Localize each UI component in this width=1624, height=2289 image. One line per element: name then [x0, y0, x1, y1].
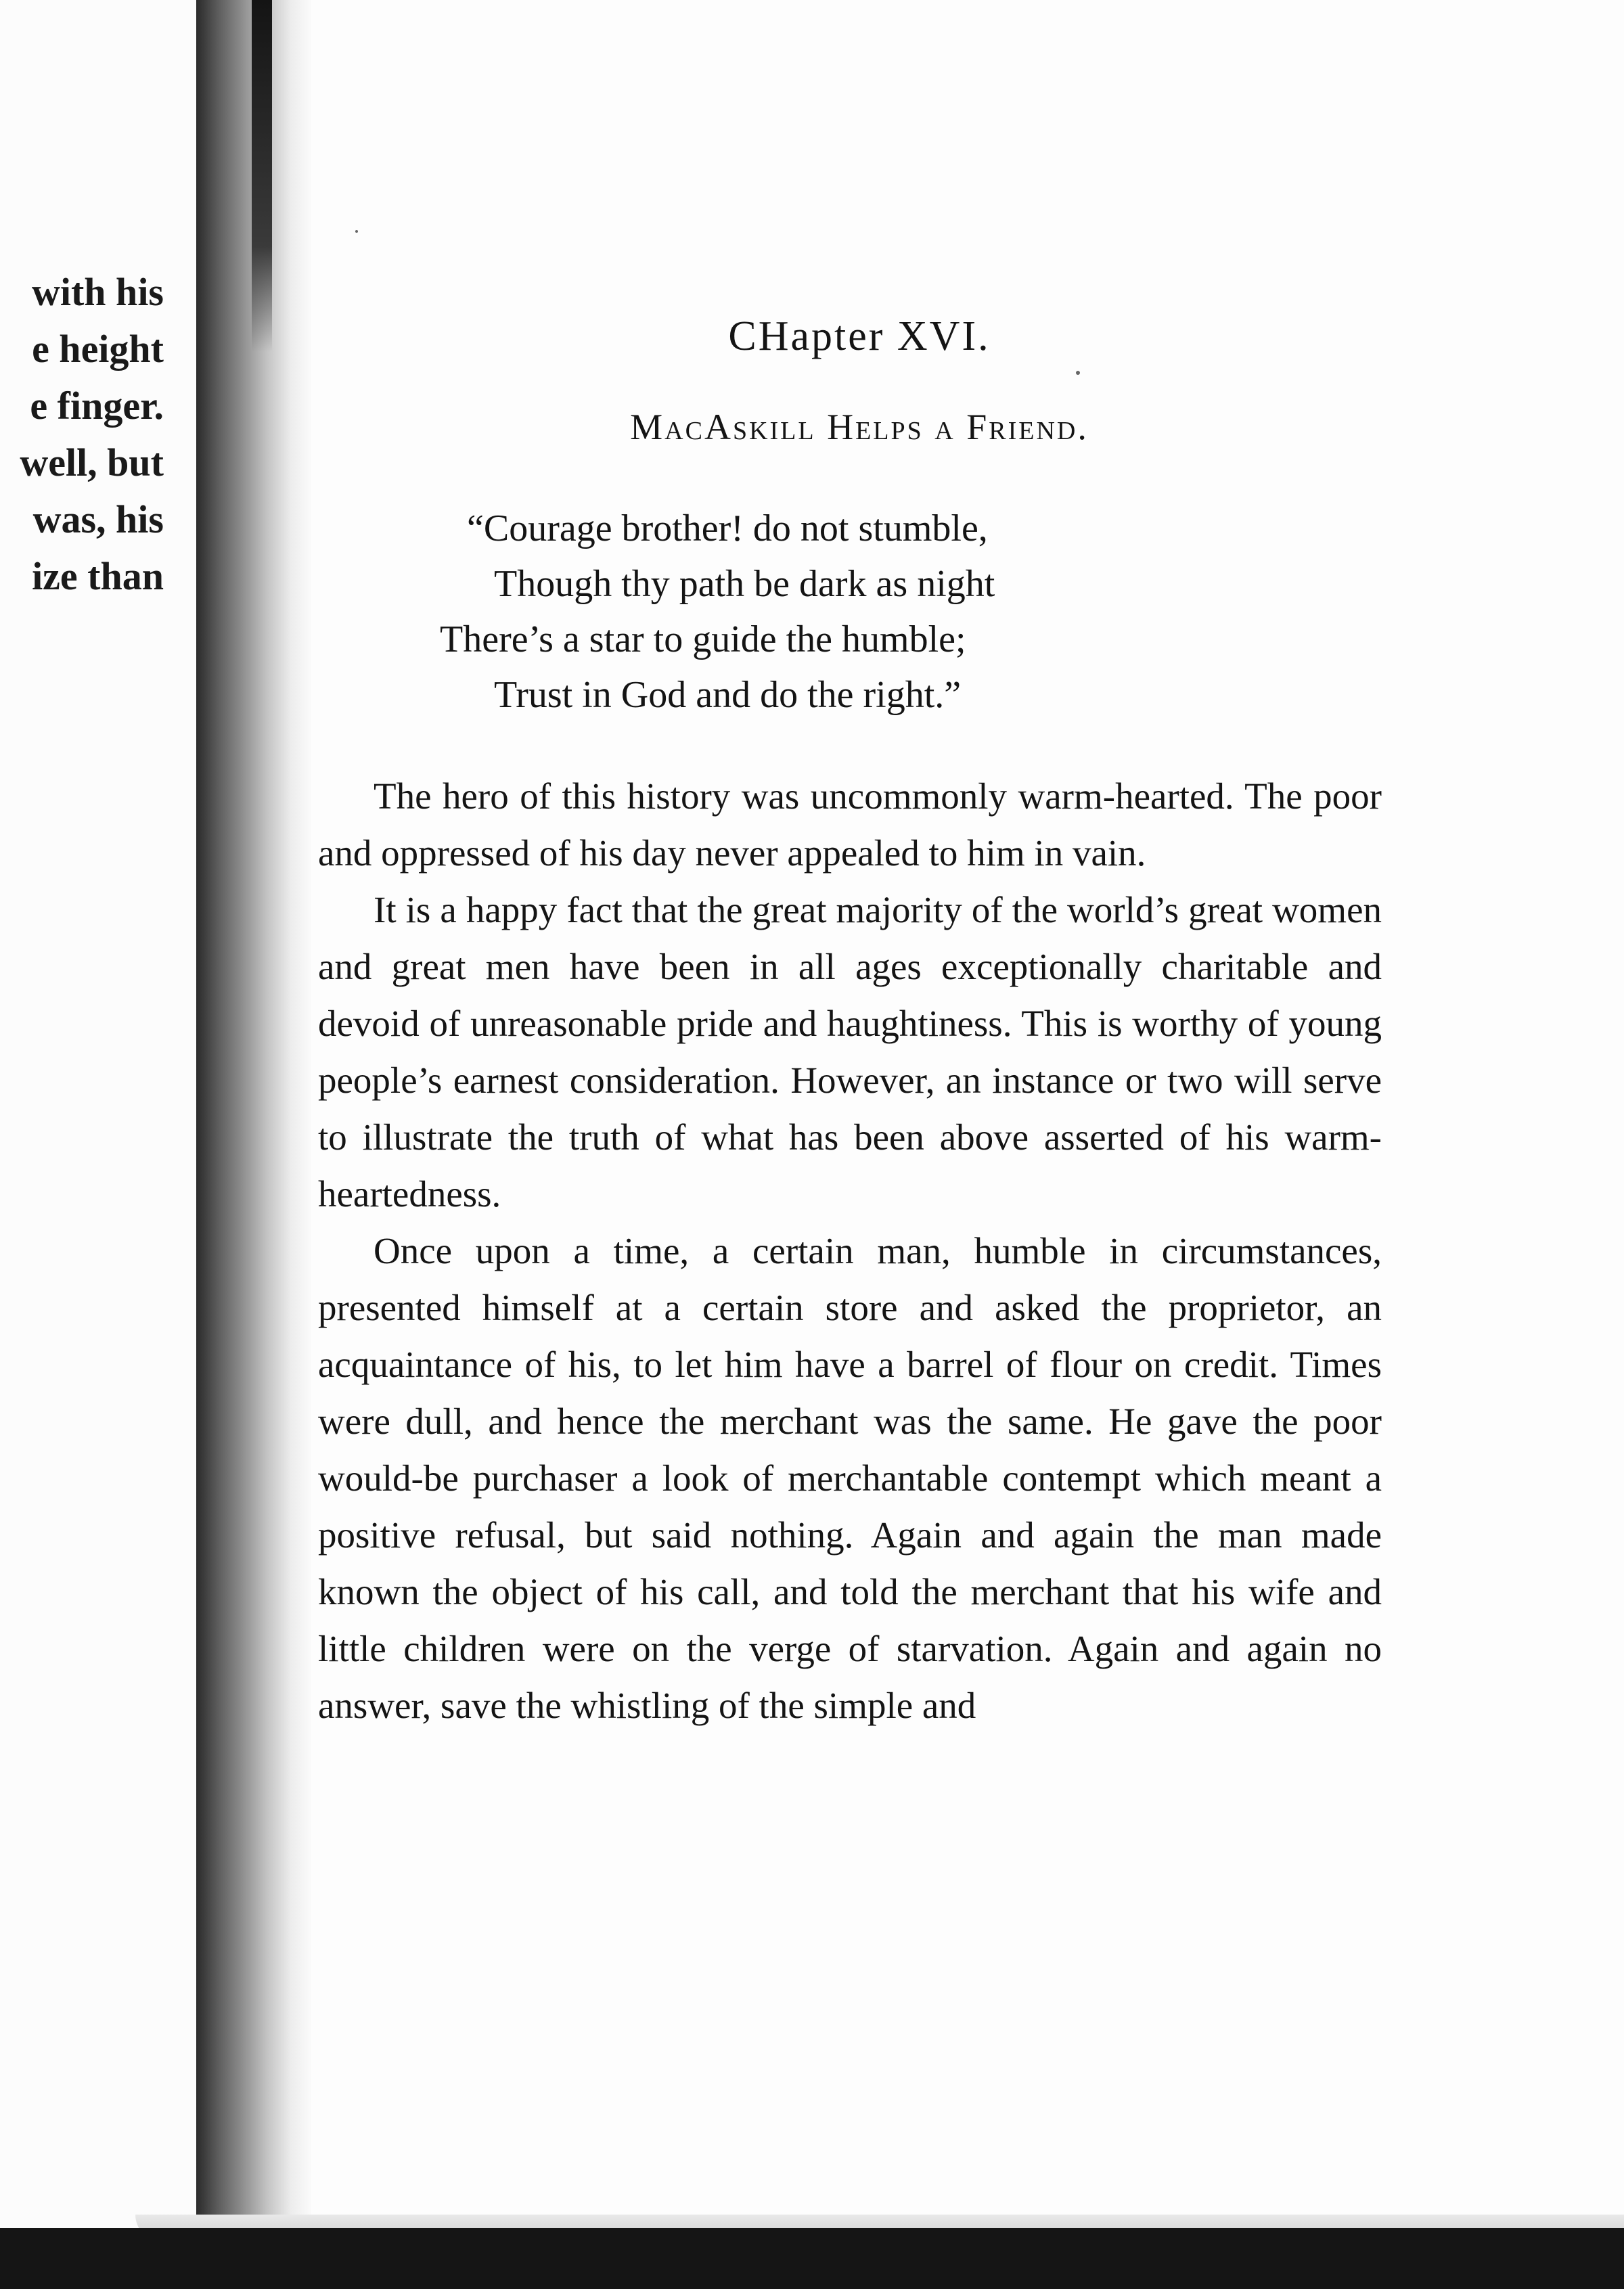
binding-gutter-dark-edge — [252, 0, 272, 352]
right-page — [318, 0, 1401, 2233]
verse-line: Trust in God and do the right.” — [494, 674, 962, 716]
left-fragment-line: was, his — [32, 497, 164, 541]
verse-line: There’s a star to guide the humble; — [440, 618, 966, 660]
chapter-subtitle: MacAskill Helps a Friend. — [630, 407, 1089, 447]
chapter-title: CHapter XVI. — [728, 313, 991, 359]
left-fragment-line: well, but — [20, 440, 164, 484]
paragraph: Once upon a time, a certain man, humble in circumstances, presented himself at a certain store and asked the proprietor, an acquaintance of his, to let him have a barrel of flour on credit. Times were dull, and hence the merchant was the same. He gave the poor would-be purchaser a look of merchantable contempt which meant a positive refusal, but said nothing. Again and again the man made known the object of his call, and told the merchant that his wife and little children were on the verge of starvation. Again and again no answer, save the whistling of the simple and — [318, 1230, 1382, 1726]
scan-speck — [1076, 371, 1080, 375]
left-fragment-line: with his — [31, 270, 164, 314]
verse-line: “Courage brother! do not stumble, — [467, 507, 988, 549]
paragraph: It is a happy fact that the great majority of the world’s great women and great men have been in all ages exceptionally charitable and devoid of unreasonable pride and haughtiness. This is worthy of young people’s earnest consideration. However, an instance or two will serve to illustrate the truth of what has been above asserted of his warm-heartedness. — [318, 889, 1382, 1215]
scan-speck — [355, 230, 358, 233]
verse-line: Though thy path be dark as night — [494, 563, 995, 605]
left-facing-page — [0, 0, 203, 2289]
paragraph: The hero of this history was uncommonly warm-hearted. The poor and oppressed of his day never appealed to him in vain. — [318, 775, 1382, 874]
left-fragment-line: e finger. — [30, 384, 164, 428]
left-fragment-line: ize than — [32, 554, 164, 598]
scanner-bed-edge — [0, 2228, 1624, 2289]
epigraph-verse — [440, 501, 995, 723]
body-text — [318, 768, 1382, 1734]
left-fragment-line: e height — [32, 327, 164, 371]
left-page-text-fragments — [20, 264, 164, 605]
